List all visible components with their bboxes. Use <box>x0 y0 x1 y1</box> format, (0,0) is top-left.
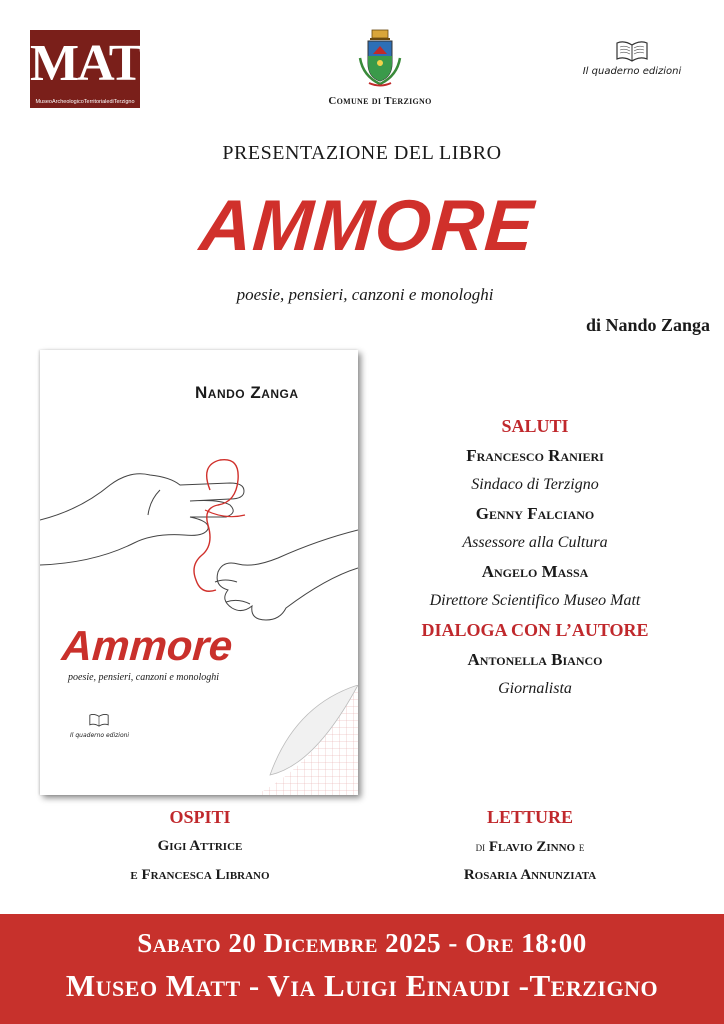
publisher-label: Il quaderno edizioni <box>582 66 682 77</box>
book-cover-title: Ammore <box>60 622 235 669</box>
dialoga-heading: DIALOGA CON L’AUTORE <box>421 620 649 640</box>
comune-label: Comune di Terzigno <box>328 95 432 107</box>
speaker-name: Angelo Massa <box>481 562 589 581</box>
matt-logo-mark: MAT <box>30 35 142 92</box>
book-cover <box>40 350 358 795</box>
letture-conj: e <box>578 839 585 854</box>
open-book-icon <box>614 38 650 64</box>
saluti-heading: SALUTI <box>501 416 569 436</box>
page-curl-graphic <box>255 685 358 795</box>
letture-di: di <box>475 839 486 854</box>
book-cover-publisher: Il quaderno edizioni <box>70 732 130 739</box>
hands-illustration <box>40 450 358 650</box>
book-cover-subtitle: poesie, pensieri, canzoni e monologhi <box>68 672 220 683</box>
guest-line: Gigi Attrice <box>157 838 243 854</box>
open-book-icon <box>88 712 110 728</box>
guest-line: e Francesca Librano <box>130 867 270 883</box>
ospiti-heading: OSPITI <box>169 807 231 827</box>
matt-logo-subtitle: MuseoArcheologicoTerritorialediTerzigno <box>35 99 135 105</box>
event-banner <box>0 914 724 1024</box>
reader-name: Rosaria Annunziata <box>463 867 597 883</box>
letture-section <box>400 803 660 890</box>
speaker-name: Genny Falciano <box>475 504 595 523</box>
moderator-role: Giornalista <box>498 680 572 697</box>
reader-name: Flavio Zinno <box>488 839 576 855</box>
book-subtitle-main: poesie, pensieri, canzoni e monologhi <box>236 285 494 304</box>
speaker-role: Direttore Scientifico Museo Matt <box>429 592 641 609</box>
program-column <box>380 412 690 703</box>
speaker-role: Sindaco di Terzigno <box>471 476 599 493</box>
book-cover-author: Nando Zanga <box>195 383 299 402</box>
coat-of-arms-icon <box>355 28 405 90</box>
museo-matt-logo <box>30 30 140 108</box>
letture-heading: LETTURE <box>486 807 574 827</box>
presentation-intro: PRESENTAZIONE DEL LIBRO <box>222 142 502 164</box>
speaker-role: Assessore alla Cultura <box>462 534 608 551</box>
event-date-time: Sabato 20 Dicembre 2025 - Ore 18:00 <box>137 928 587 958</box>
event-venue: Museo Matt - Via Luigi Einaudi -Terzigno <box>65 968 659 1003</box>
speaker-name: Francesco Ranieri <box>466 446 604 465</box>
author-line: di Nando Zanga <box>585 315 710 335</box>
ospiti-section <box>95 803 305 890</box>
moderator-name: Antonella Bianco <box>467 650 603 669</box>
book-title-main: AMMORE <box>197 186 537 266</box>
